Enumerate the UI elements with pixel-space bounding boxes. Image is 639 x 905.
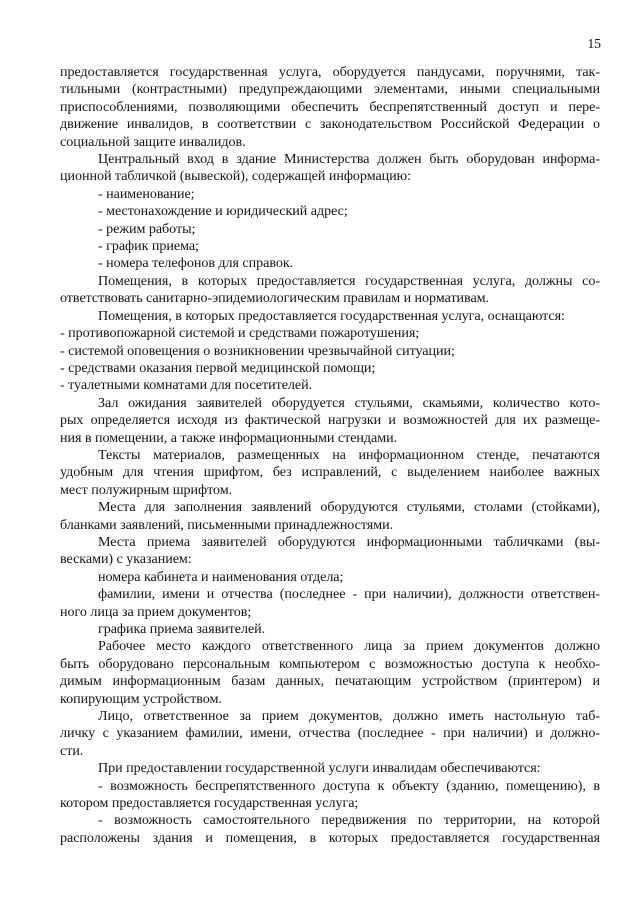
paragraph-p19 (60, 586, 600, 621)
text-line: - местонахождение и юридический адрес; (98, 203, 348, 220)
text-line: ответствовать санитарно-эпидемиологическим правилам и нормативам. (60, 290, 490, 307)
paragraph-p25 (60, 812, 600, 847)
paragraph-p7 (60, 255, 600, 272)
text-line: - туалетными комнатами для посетителей. (60, 377, 313, 394)
paragraph-p10 (60, 325, 600, 342)
paragraph-p6 (60, 238, 600, 255)
paragraph-p23 (60, 760, 600, 777)
text-line: - наименование; (98, 185, 195, 202)
text-line: Тексты материалов, размещенных на информационном стенде, печатаются (98, 446, 600, 463)
paragraph-p11 (60, 343, 600, 360)
paragraph-p2 (60, 151, 600, 186)
paragraph-p18 (60, 569, 600, 586)
paragraph-p24 (60, 778, 600, 813)
paragraph-p1 (60, 64, 600, 151)
text-line: Центральный вход в здание Министерства должен быть оборудован информа- (98, 151, 600, 168)
text-line: быть оборудовано персональным компьютером с возможностью доступа к необхо- (60, 655, 600, 672)
text-line: расположены здания и помещения, в которых предоставляется государственная (60, 829, 600, 846)
paragraph-p22 (60, 708, 600, 760)
text-line: тильными (контрастными) предупреждающими элементами, иными специальными (60, 81, 600, 98)
text-line: - средствами оказания первой медицинской помощи; (60, 359, 376, 376)
paragraph-p14 (60, 395, 600, 447)
paragraph-p12 (60, 360, 600, 377)
text-line: движение инвалидов, в соответствии с законодательством Российской Федерации о (60, 116, 600, 133)
text-line: - возможность беспрепятственного доступа к объекту (зданию, помещению), в (98, 777, 600, 794)
text-line: рых определяется исходя из фактической нагрузки и возможностей для их размеще- (60, 412, 600, 429)
text-line: копирующим устройством. (60, 690, 222, 707)
text-line: ния в помещении, а также информационными стендами. (60, 429, 398, 446)
text-line: котором предоставляется государственная услуга; (60, 795, 359, 812)
text-line: номера кабинета и наименования отдела; (98, 568, 344, 585)
paragraph-p5 (60, 221, 600, 238)
paragraph-p13 (60, 377, 600, 394)
text-line: удобным для чтения шрифтом, без исправлений, с выделением наиболее важных (60, 464, 600, 481)
text-line: Места приема заявителей оборудуются информационными табличками (вы- (98, 533, 600, 550)
text-line: сти. (60, 742, 84, 759)
paragraph-p17 (60, 534, 600, 569)
paragraph-p20 (60, 621, 600, 638)
text-line: ного лица за прием документов; (60, 603, 252, 620)
paragraph-p3 (60, 186, 600, 203)
document-body (60, 64, 600, 847)
text-line: - номера телефонов для справок. (98, 255, 294, 272)
text-line: димым информационным базам данных, печатающим устройством (принтером) и (60, 673, 600, 690)
text-line: приспособлениями, позволяющими обеспечить беспрепятственный доступ и пере- (60, 98, 600, 115)
text-line: - режим работы; (98, 220, 196, 237)
paragraph-p8 (60, 273, 600, 308)
text-line: Рабочее место каждого ответственного лица за прием документов должно (98, 638, 600, 655)
text-line: бланками заявлений, письменными принадлежностями. (60, 516, 394, 533)
page-number: 15 (587, 36, 601, 51)
text-line: Лицо, ответственное за прием документов, должно иметь настольную таб- (98, 708, 600, 725)
text-line: Зал ожидания заявителей оборудуется стульями, скамьями, количество кото- (98, 394, 600, 411)
text-line: - противопожарной системой и средствами пожаротушения; (60, 325, 420, 342)
text-line: - возможность самостоятельного передвижения по территории, на которой (98, 812, 600, 829)
text-line: Места для заполнения заявлений оборудуются стульями, столами (стойками), (98, 499, 600, 516)
text-line: фамилии, имени и отчества (последнее - при наличии), должности ответствен- (98, 586, 600, 603)
paragraph-p15 (60, 447, 600, 499)
text-line: предоставляется государственная услуга, оборудуется пандусами, поручнями, так- (60, 64, 600, 80)
paragraph-p9 (60, 308, 600, 325)
text-line: Помещения, в которых предоставляется государственная услуга, должны со- (98, 272, 600, 289)
paragraph-p21 (60, 638, 600, 708)
text-line: - системой оповещения о возникновении чрезвычайной ситуации; (60, 342, 455, 359)
text-line: мест полужирным шрифтом. (60, 481, 233, 498)
text-line: личку с указанием фамилии, имени, отчества (последнее - при наличии) и должно- (60, 725, 600, 742)
text-line: весками) с указанием: (60, 551, 192, 568)
text-line: Помещения, в которых предоставляется государственная услуга, оснащаются: (98, 307, 565, 324)
paragraph-p16 (60, 499, 600, 534)
text-line: ционной табличкой (вывеской), содержащей информацию: (60, 168, 411, 185)
text-line: графика приема заявителей. (98, 621, 266, 637)
text-line: социальной защите инвалидов. (60, 133, 246, 150)
text-line: При предоставлении государственной услуги инвалидам обеспечиваются: (98, 760, 541, 777)
text-line: - график приема; (98, 238, 199, 255)
paragraph-p4 (60, 203, 600, 220)
